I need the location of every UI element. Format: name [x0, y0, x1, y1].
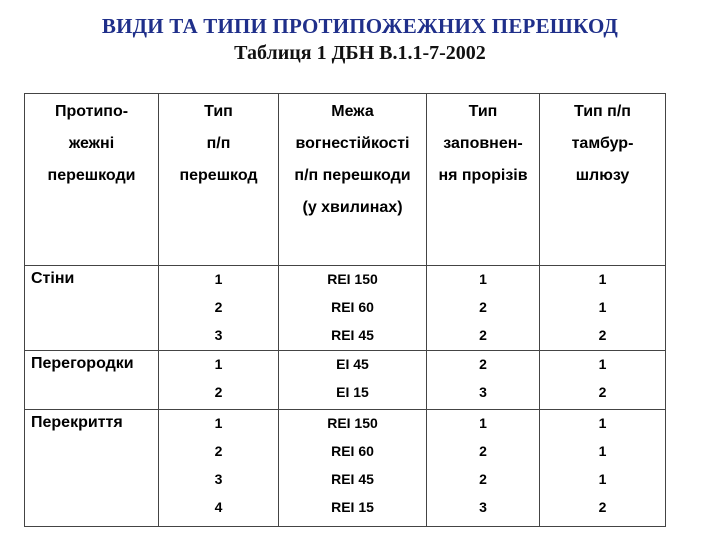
group-name: Стіни [25, 266, 159, 351]
header-line: ня прорізів [438, 167, 528, 184]
vestibule-value: 2 [598, 327, 607, 343]
limits-cell [279, 266, 427, 351]
limits-cell [279, 351, 427, 410]
type-value: 2 [214, 299, 223, 315]
table-row-floors [25, 410, 666, 527]
fill-value: 1 [479, 271, 487, 287]
header-line: тамбур- [571, 135, 634, 152]
header-line: шлюзу [575, 167, 630, 184]
vestibule-value: 1 [598, 471, 607, 487]
header-line: Межа [331, 103, 374, 120]
table-header-row [25, 94, 666, 266]
vestibule-cell [540, 351, 666, 410]
types-cell [159, 266, 279, 351]
fire-barriers-table [24, 93, 666, 527]
header-line: Протипо- [54, 103, 129, 120]
types-cell [159, 351, 279, 410]
limit-value: REI 15 [331, 499, 374, 515]
header-line: Тип п/п [574, 103, 631, 120]
type-value: 3 [214, 327, 223, 343]
vestibule-value: 2 [598, 384, 607, 400]
table-caption: Таблиця 1 ДБН В.1.1-7-2002 [234, 42, 486, 64]
type-value: 2 [214, 443, 223, 459]
type-value: 1 [214, 415, 223, 431]
vestibule-value: 1 [598, 271, 607, 287]
limit-value: EI 15 [336, 384, 369, 400]
limit-value: REI 150 [327, 271, 378, 287]
header-line: (у хвилинах) [302, 199, 403, 216]
vestibule-value: 1 [598, 356, 607, 372]
group-name: Перекриття [25, 410, 159, 527]
types-cell [159, 410, 279, 527]
vestibule-cell [540, 266, 666, 351]
header-line: перешкод [179, 167, 258, 184]
limit-value: REI 45 [331, 471, 374, 487]
limit-value: REI 60 [331, 443, 374, 459]
type-value: 1 [214, 356, 223, 372]
fill-value: 2 [479, 356, 487, 372]
header-line: заповнен- [443, 135, 523, 152]
type-value: 4 [214, 499, 223, 515]
vestibule-value: 2 [598, 499, 607, 515]
fill-value: 2 [479, 471, 487, 487]
vestibule-value: 1 [598, 299, 607, 315]
header-fire-resistance [279, 94, 427, 266]
limit-value: REI 150 [327, 415, 378, 431]
header-line: п/п [206, 135, 231, 152]
type-value: 2 [214, 384, 223, 400]
fill-value: 2 [479, 299, 487, 315]
header-line: жежні [68, 135, 115, 152]
fill-value: 1 [479, 415, 487, 431]
table-row-partitions [25, 351, 666, 410]
vestibule-cell [540, 410, 666, 527]
limit-value: REI 45 [331, 327, 374, 343]
fill-value: 3 [479, 384, 487, 400]
vestibule-value: 1 [598, 443, 607, 459]
fill-value: 2 [479, 327, 487, 343]
vestibule-value: 1 [598, 415, 607, 431]
fill-value: 3 [479, 499, 487, 515]
limit-value: REI 60 [331, 299, 374, 315]
header-line: перешкоди [47, 167, 136, 184]
header-barrier [25, 94, 159, 266]
fill-cell [427, 410, 540, 527]
page-title: ВИДИ ТА ТИПИ ПРОТИПОЖЕЖНИХ ПЕРЕШКОД [101, 14, 619, 38]
group-name: Перегородки [25, 351, 159, 410]
fill-cell [427, 351, 540, 410]
type-value: 1 [214, 271, 223, 287]
fill-cell [427, 266, 540, 351]
limit-value: EI 45 [336, 356, 369, 372]
header-vestibule [540, 94, 666, 266]
header-line: п/п перешкоди [294, 167, 411, 184]
header-line: Тип [468, 103, 498, 120]
fill-value: 2 [479, 443, 487, 459]
header-type [159, 94, 279, 266]
table-row-walls [25, 266, 666, 351]
type-value: 3 [214, 471, 223, 487]
header-line: Тип [204, 103, 233, 120]
header-opening-fill [427, 94, 540, 266]
header-line: вогнестійкості [295, 135, 410, 152]
limits-cell [279, 410, 427, 527]
